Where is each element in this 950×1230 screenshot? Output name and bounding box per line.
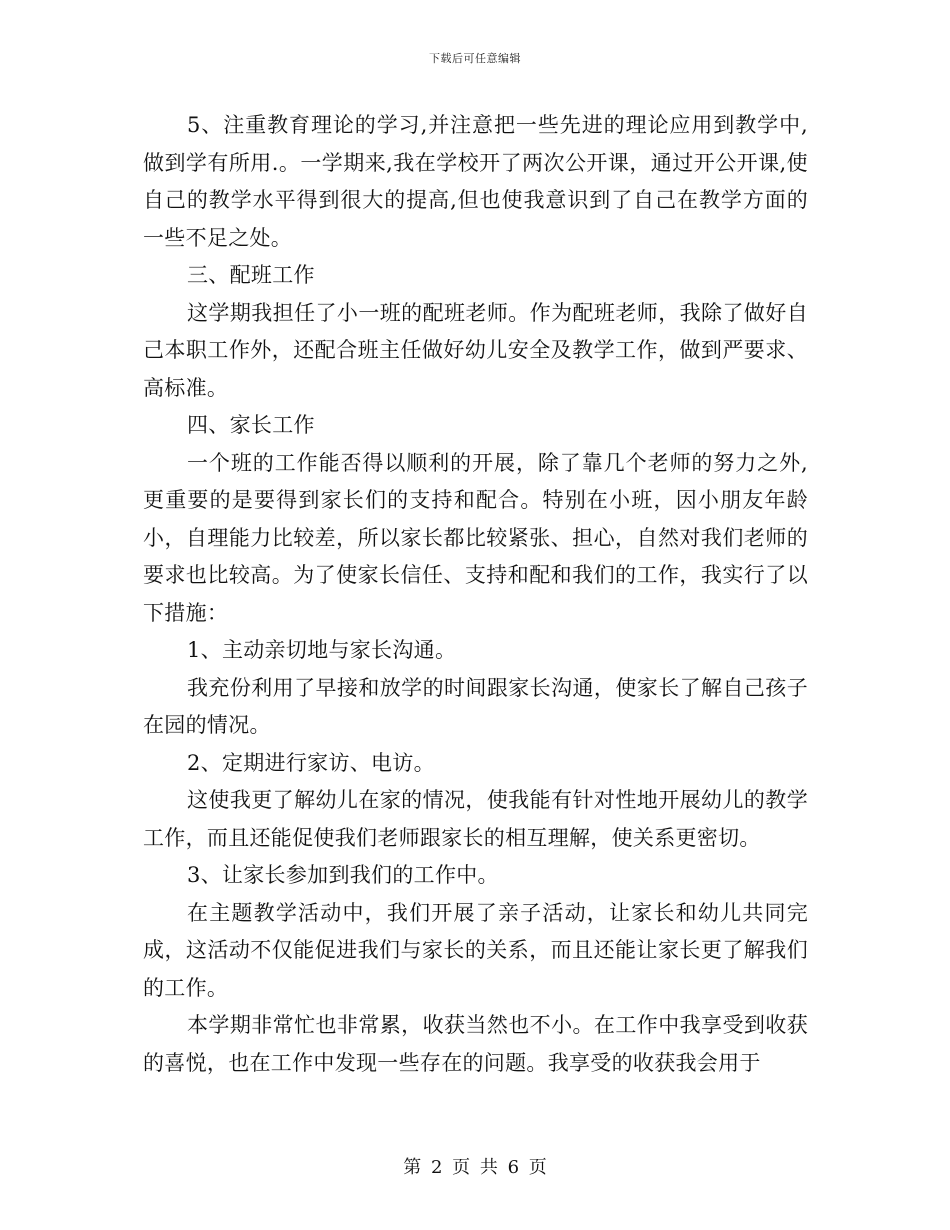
- paragraph-pickup-communication: 我充份利用了早接和放学的时间跟家长沟通，使家长了解自己孩子在园的情况。: [143, 675, 808, 737]
- item-communicate-with-parents: 1、主动亲切地与家长沟通。: [187, 638, 457, 662]
- paragraph-parent-support: 一个班的工作能否得以顺利的开展，除了靠几个老师的努力之外,更重要的是要得到家长们的支持和配合。特别在小班，因小朋友年龄小，自理能力比较差，所以家长都比较紧张、担心，自然对我们老师的要求也比较高。为了使家长信任、支持和配和我们的工作，我实行了以下措施：: [143, 450, 808, 625]
- heading-assistant-class-work: 三、配班工作: [187, 263, 315, 287]
- paragraph-semester-summary: 本学期非常忙也非常累，收获当然也不小。在工作中我享受到收获的喜悦，也在工作中发现一些存在的问题。我享受的收获我会用于: [143, 1013, 808, 1075]
- heading-parent-work: 四、家长工作: [187, 413, 315, 437]
- paragraph-parent-child-activities: 在主题教学活动中，我们开展了亲子活动，让家长和幼儿共同完成，这活动不仅能促进我们与家长的关系，而且还能让家长更了解我们的工作。: [143, 900, 808, 1000]
- page-number-footer: 第 2 页 共 6 页: [403, 1157, 547, 1178]
- page-header: 下载后可任意编辑: [429, 52, 521, 65]
- paragraph-home-visits: 这使我更了解幼儿在家的情况，使我能有针对性地开展幼儿的教学工作，而且还能促使我们老师跟家长的相互理解，使关系更密切。: [143, 788, 808, 850]
- paragraph-assistant-teacher: 这学期我担任了小一班的配班老师。作为配班老师，我除了做好自己本职工作外，还配合班主任做好幼儿安全及教学工作，做到严要求、高标准。: [143, 300, 808, 400]
- item-parent-participation: 3、让家长参加到我们的工作中。: [187, 863, 499, 887]
- document-body: [143, 107, 808, 1082]
- paragraph-study-theory: 5、注重教育理论的学习,并注意把一些先进的理论应用到教学中,做到学有所用.。一学期来,我在学校开了两次公开课，通过开公开课,使自己的教学水平得到很大的提高,但也使我意识到了自己在教学方面的一些不足之处。: [143, 113, 808, 250]
- item-home-visits: 2、定期进行家访、电访。: [187, 750, 435, 775]
